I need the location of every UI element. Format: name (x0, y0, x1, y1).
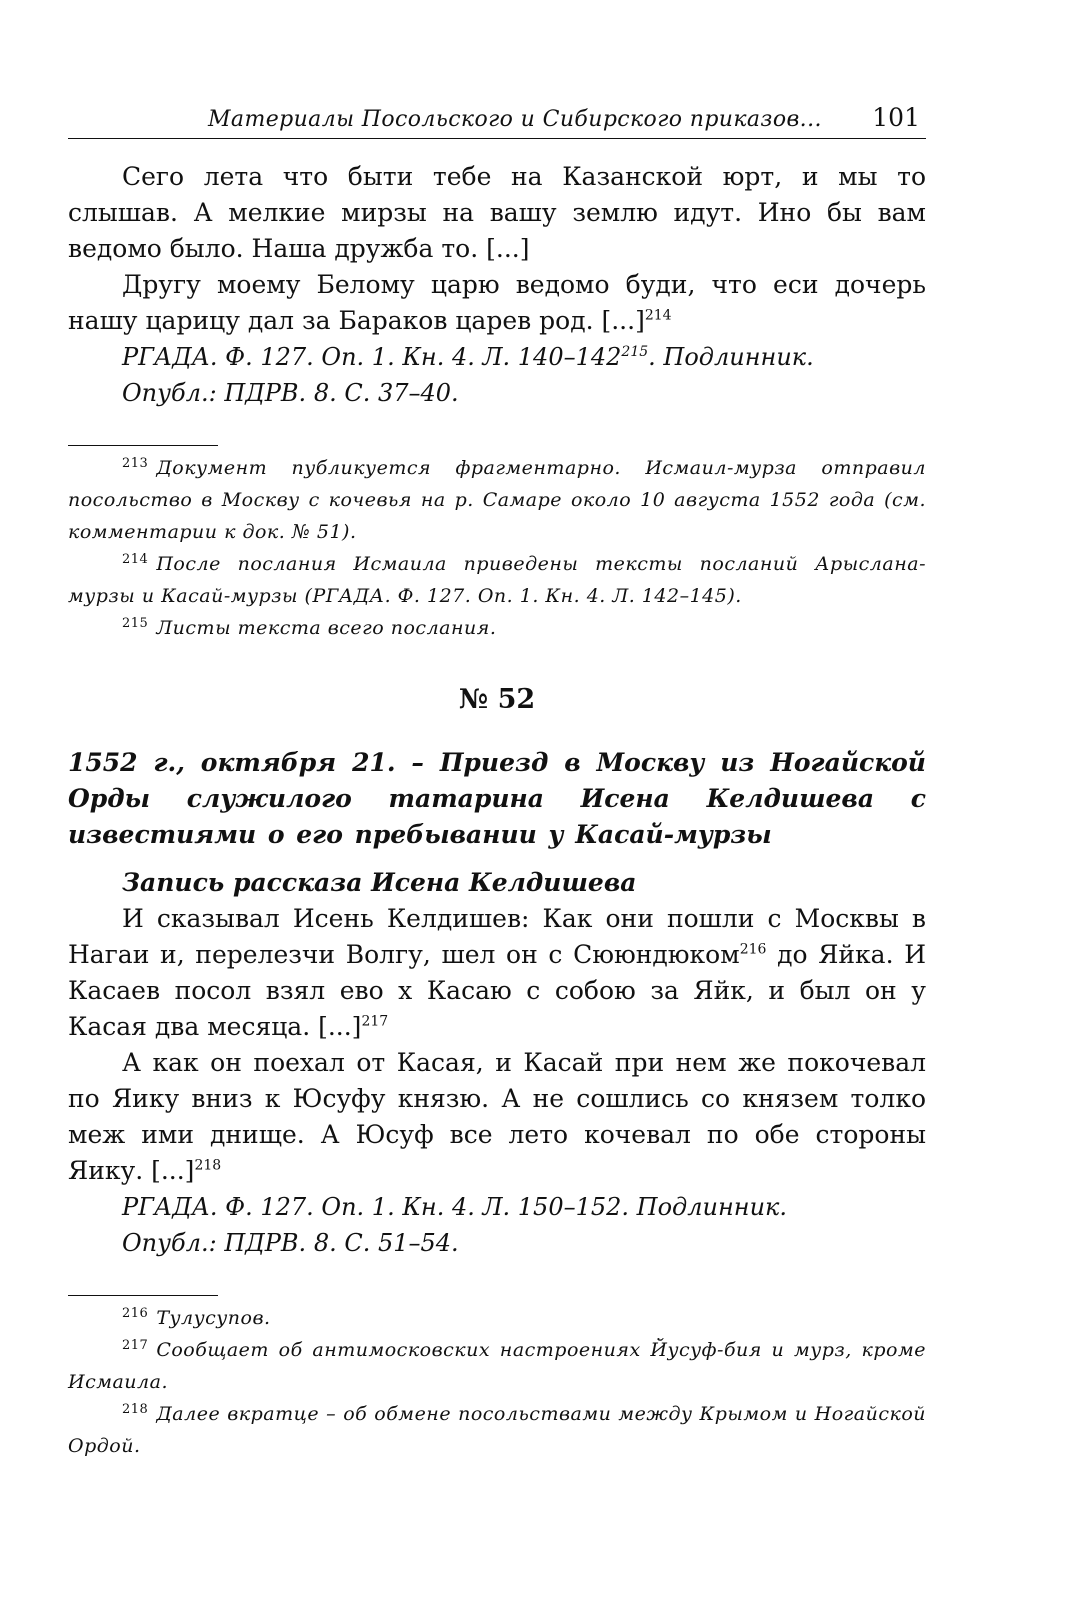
footnotes-block (68, 445, 926, 644)
paragraph-text: А как он поехал от Касая, и Касай при нем же покочевал по Яику вниз к Юсуфу князю. А не сошлись со князем толко меж ими днище. А Юсуф все лето кочевал по обе стороны Яику. [...] (68, 1048, 926, 1185)
footnote (68, 612, 926, 644)
archive-source (122, 339, 926, 375)
footnote-number: 216 (122, 1305, 149, 1321)
footnote-text: Сообщает об антимосковских настроениях Йусуф-бия и мурз, кроме Исмаила. (68, 1339, 926, 1393)
archive-source-tail: . Подлинник. (648, 343, 814, 371)
footnote (68, 1334, 926, 1398)
footnote-text: После послания Исмаила приведены тексты посланий Арыслана-мурзы и Касай-мурзы (РГАДА. Ф. 127. Оп. 1. Кн. 4. Л. 142–145). (68, 553, 926, 607)
footnote-number: 217 (122, 1337, 149, 1353)
footnote-number: 218 (122, 1401, 149, 1417)
publication-ref: Опубл.: ПДРВ. 8. С. 37–40. (122, 379, 459, 407)
document-number: № 52 (458, 684, 536, 715)
document-heading: 1552 г., октября 21. – Приезд в Москву из Ногайской Орды служилого татарина Исена Келдишева с известиями о его пребывании у Касай-мурзы (68, 748, 926, 849)
footnotes-block (68, 1295, 926, 1462)
footnote-ref: 216 (739, 941, 767, 958)
document-52-body (68, 901, 926, 1261)
publication-ref: Опубл.: ПДРВ. 8. С. 51–54. (122, 1229, 459, 1257)
running-title: Материалы Посольского и Сибирского приказов... (208, 107, 822, 132)
footnote (68, 1302, 926, 1334)
book-page (68, 92, 926, 1462)
running-header (68, 92, 926, 139)
paragraph: Сего лета что быти тебе на Казанской юрт, и мы то слышав. А мелкие мирзы на вашу землю идут. Ино бы вам ведомо было. Наша дружба то. [...] (68, 162, 926, 263)
archive-source-text: РГАДА. Ф. 127. Оп. 1. Кн. 4. Л. 140–142 (122, 343, 622, 371)
footnote-ref: 215 (621, 344, 649, 360)
footnote-text: Документ публикуется фрагментарно. Исмаил-мурза отправил посольство в Москву с кочевья на р. Самаре около 10 августа 1552 года (см. комментарии к док. № 51). (68, 457, 926, 543)
paragraph-text: Другу моему Белому царю ведомо буди, что еси дочерь нашу царицу дал за Бараков царев род. [...] (68, 270, 926, 335)
footnote-number: 214 (122, 551, 149, 567)
paragraph (68, 267, 926, 339)
footnote-ref: 217 (361, 1013, 389, 1030)
footnote-text: Листы текста всего послания. (156, 617, 497, 639)
paragraph-text: И сказывал Исень Келдишев: Как они пошли с Москвы в Нагаи и, перелезчи Волгу, шел он с Сююндюком (68, 904, 926, 969)
footnote-text: Далее вкратце – об обмене посольствами между Крымом и Ногайской Ордой. (68, 1403, 926, 1457)
footnote-ref: 218 (194, 1157, 222, 1174)
document-51-ending (68, 159, 926, 411)
footnote-number: 213 (122, 455, 149, 471)
paragraph (68, 901, 926, 1045)
document-subheading: Запись рассказа Исена Келдишева (122, 868, 637, 897)
footnote (68, 452, 926, 548)
archive-source: РГАДА. Ф. 127. Оп. 1. Кн. 4. Л. 150–152. Подлинник. (122, 1193, 788, 1221)
footnote-rule (68, 445, 218, 446)
page-number: 101 (872, 103, 920, 132)
footnote (68, 1398, 926, 1462)
footnote (68, 548, 926, 612)
paragraph-text: до Яйка. И Касаев посол взял ево х Касаю с собою за Яйк, и был он у Касая два месяца. [...] (68, 940, 926, 1041)
footnote-text: Тулусупов. (156, 1307, 271, 1329)
footnote-ref: 214 (644, 307, 672, 324)
paragraph (68, 1045, 926, 1189)
footnote-number: 215 (122, 615, 149, 631)
footnote-rule (68, 1295, 218, 1296)
